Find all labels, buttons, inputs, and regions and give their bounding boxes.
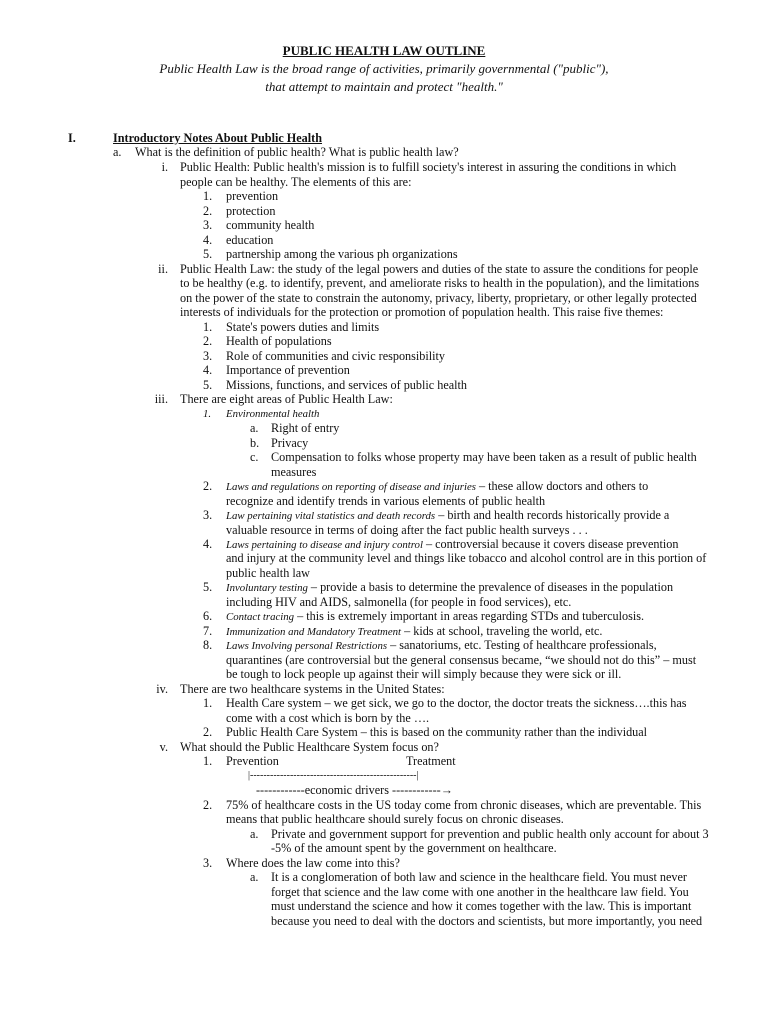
list-item: community health <box>226 218 315 232</box>
roman-marker: iv. <box>156 682 168 696</box>
list-item: Where does the law come into this? <box>226 856 400 870</box>
area-cont: including HIV and AIDS, salmonella (for people in food services), etc. <box>226 595 572 609</box>
roman-marker: i. <box>161 160 168 174</box>
document-subtitle-line-1: Public Health Law is the broad range of activities, primarily governmental ("public"), <box>159 61 609 76</box>
body-line: Public Health Law: the study of the legal powers and duties of the state to assure the conditions for people <box>180 262 699 276</box>
area-item <box>226 638 657 654</box>
number-marker: 6. <box>203 609 213 623</box>
area-title: Laws and regulations on reporting of disease and injuries <box>226 481 476 493</box>
question-text: What is the definition of public health? What is public health law? <box>135 145 459 159</box>
list-item: partnership among the various ph organizations <box>226 247 458 261</box>
area-text: – controversial because it covers disease prevention <box>422 537 679 551</box>
letter-marker: a. <box>250 827 259 841</box>
list-item: Right of entry <box>271 421 340 435</box>
treatment-label: Treatment <box>406 754 456 768</box>
number-marker: 1. <box>203 696 213 710</box>
number-marker: 7. <box>203 624 213 638</box>
number-marker: 3. <box>203 508 213 522</box>
list-item: 75% of healthcare costs in the US today come from chronic diseases, which are preventable. This <box>226 798 702 812</box>
body-line: What should the Public Healthcare System focus on? <box>180 740 439 754</box>
body-line: on the power of the state to constrain the autonomy, privacy, liberty, proprietary, or other legally protected <box>180 291 697 305</box>
number-marker: 2. <box>203 334 213 348</box>
number-marker: 1. <box>203 189 213 203</box>
number-marker: 2. <box>203 798 213 812</box>
roman-marker: iii. <box>154 392 168 406</box>
number-marker: 8. <box>203 638 213 652</box>
number-marker: 2. <box>203 725 213 739</box>
body-line: interests of individuals for the protection or promotion of population health. This raise five themes: <box>180 305 664 319</box>
list-item: education <box>226 233 274 247</box>
area-text: – sanatoriums, etc. Testing of healthcare professionals, <box>387 638 657 652</box>
list-item: It is a conglomeration of both law and science in the healthcare field. You must never <box>271 870 687 884</box>
list-item: Role of communities and civic responsibility <box>226 349 446 363</box>
list-item: Public Health Care System – this is based on the community rather than the individual <box>226 725 648 739</box>
number-marker: 5. <box>203 378 213 392</box>
number-marker: 4. <box>203 233 213 247</box>
body-line: There are two healthcare systems in the United States: <box>180 682 445 696</box>
area-title: Laws Involving personal Restrictions <box>226 640 388 652</box>
roman-marker: v. <box>159 740 168 754</box>
area-cont: valuable resource in terms of doing after the fact public health surveys . . . <box>226 523 588 537</box>
list-item: prevention <box>226 189 279 203</box>
area-title: Immunization and Mandatory Treatment <box>226 626 402 638</box>
area-cont: quarantines (are controversial but the general consensus became, “we should not do this” – must <box>226 653 697 667</box>
section-heading: Introductory Notes About Public Health <box>113 131 323 145</box>
list-item: protection <box>226 204 276 218</box>
economic-drivers: ------------economic drivers ------------→ <box>256 783 453 797</box>
area-cont: recognize and identify trends in various elements of public health <box>226 494 546 508</box>
number-marker: 2. <box>203 204 213 218</box>
body-line: There are eight areas of Public Health Law: <box>180 392 393 406</box>
letter-marker: a. <box>250 870 259 884</box>
prevention-label: Prevention <box>226 754 279 768</box>
area-text: – this is extremely important in areas regarding STDs and tuberculosis. <box>294 609 645 623</box>
list-item: Compensation to folks whose property may have been taken as a result of public health <box>271 450 697 464</box>
document-subtitle-line-2: that attempt to maintain and protect "health." <box>265 79 503 94</box>
letter-marker: b. <box>250 436 260 450</box>
roman-marker: ii. <box>158 262 168 276</box>
body-line: people can be healthy. The elements of this are: <box>180 175 412 189</box>
number-marker: 2. <box>203 479 213 493</box>
area-text: – kids at school, traveling the world, etc. <box>401 624 603 638</box>
list-item: Privacy <box>271 436 309 450</box>
list-item-cont: must understand the science and how it comes together with the law. This is important <box>271 899 692 913</box>
spectrum-bar: |--------------------------------------------------| <box>248 770 419 781</box>
list-item-cont: because you need to deal with the doctors and scientists, but more importantly, you need <box>271 914 703 928</box>
list-item: State's powers duties and limits <box>226 320 380 334</box>
area-title: Involuntary testing <box>226 582 308 594</box>
area-item <box>226 580 673 596</box>
area-title: Laws pertaining to disease and injury control <box>226 539 423 551</box>
section-numeral: I. <box>68 131 76 145</box>
list-item: Importance of prevention <box>226 363 350 377</box>
area-item <box>226 508 669 524</box>
number-marker: 5. <box>203 247 213 261</box>
body-line: Public Health: Public health's mission is to fulfill society's interest in assuring the conditions in which <box>180 160 677 174</box>
area-cont: public health law <box>226 566 310 580</box>
area-cont: be tough to lock people up against their will simply because they were sick or ill. <box>226 667 622 681</box>
number-marker: 4. <box>203 537 213 551</box>
number-marker: 3. <box>203 218 213 232</box>
document-title: PUBLIC HEALTH LAW OUTLINE <box>282 43 486 58</box>
list-item: Health Care system – we get sick, we go to the doctor, the doctor treats the sickness….this has <box>226 696 687 710</box>
body-line: to be healthy (e.g. to identify, prevent, and ameliorate risks to health in the population), and the limitations <box>180 276 700 290</box>
area-text: – birth and health records historically provide a <box>435 508 670 522</box>
number-marker: 1. <box>203 320 213 334</box>
letter-marker: c. <box>250 450 259 464</box>
list-item-cont: come with a cost which is born by the …. <box>226 711 430 725</box>
letter-marker: a. <box>250 421 259 435</box>
number-marker: 5. <box>203 580 213 594</box>
number-marker: 3. <box>203 349 213 363</box>
number-marker: 1. <box>203 408 212 420</box>
list-item: Private and government support for prevention and public health only account for about 3 <box>271 827 709 841</box>
area-text: – these allow doctors and others to <box>475 479 649 493</box>
number-marker: 3. <box>203 856 213 870</box>
list-item-cont: measures <box>271 465 317 479</box>
number-marker: 4. <box>203 363 213 377</box>
list-item-cont: forget that science and the law come with one another in the healthcare law field. You <box>271 885 689 899</box>
list-item-cont: -5% of the amount spent by the government on healthcare. <box>271 841 557 855</box>
area-cont: and injury at the community level and things like tobacco and alcohol control are in this portion of <box>226 551 707 565</box>
area-text: – provide a basis to determine the prevalence of diseases in the population <box>307 580 674 594</box>
list-item: Missions, functions, and services of public health <box>226 378 468 392</box>
number-marker: 1. <box>203 754 213 768</box>
list-item-cont: means that public healthcare should surely focus on chronic diseases. <box>226 812 564 826</box>
item-marker: a. <box>113 145 122 159</box>
area-item <box>226 479 648 495</box>
area-title: Law pertaining vital statistics and death records <box>226 510 436 522</box>
area-title: Contact tracing <box>226 611 295 623</box>
area-item <box>226 609 644 625</box>
area-title: Environmental health <box>226 408 320 420</box>
list-item: Health of populations <box>226 334 332 348</box>
